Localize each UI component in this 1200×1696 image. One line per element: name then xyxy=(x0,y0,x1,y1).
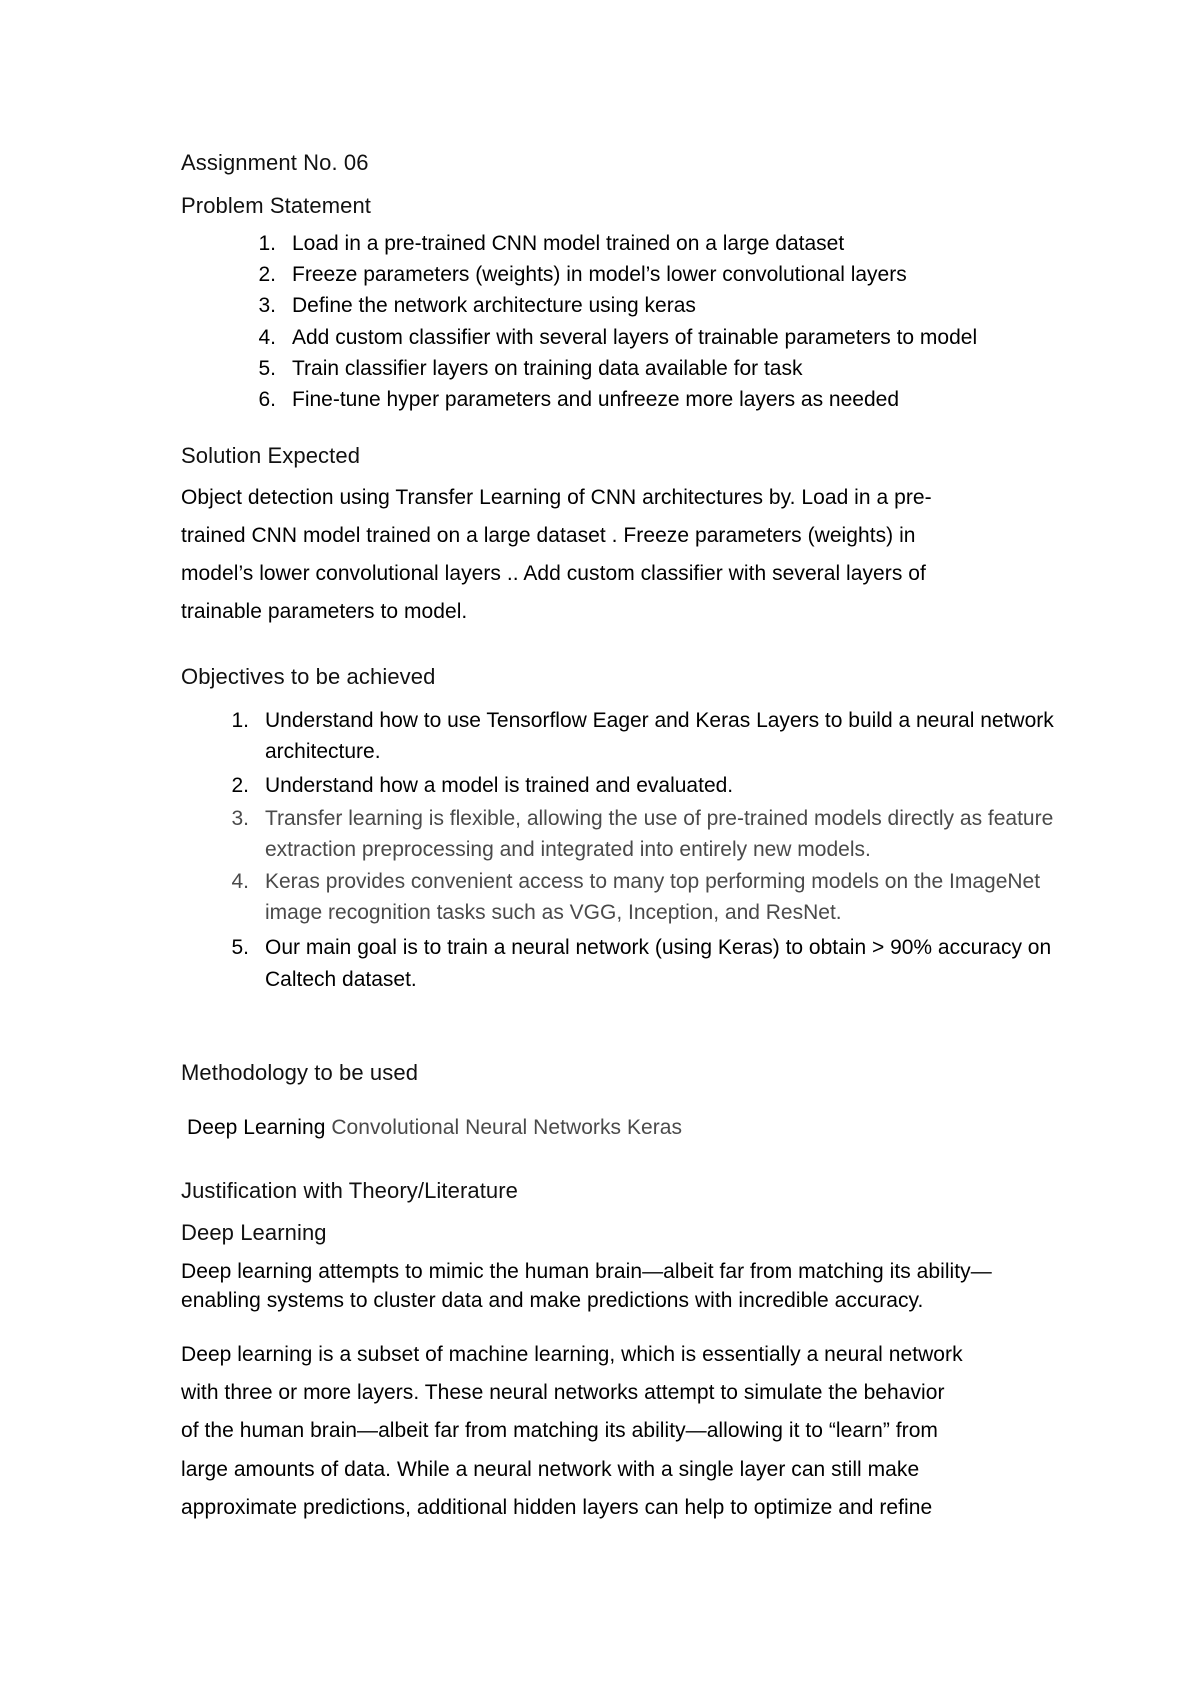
list-item: Define the network architecture using keras xyxy=(292,294,696,317)
objective-line: architecture. xyxy=(265,740,381,763)
objective-number: 5. xyxy=(231,936,249,959)
objectives-heading: Objectives to be achieved xyxy=(181,664,436,689)
solution-line: Object detection using Transfer Learning of CNN architectures by. Load in a pre- xyxy=(181,486,932,509)
objective-number: 4. xyxy=(231,870,249,893)
objective-line: Caltech dataset. xyxy=(265,968,417,991)
solution-heading: Solution Expected xyxy=(181,443,361,468)
list-item: Fine-tune hyper parameters and unfreeze more layers as needed xyxy=(292,388,900,411)
paragraph-line: with three or more layers. These neural networks attempt to simulate the behavior xyxy=(181,1381,945,1404)
deep-learning-subheading: Deep Learning xyxy=(181,1220,327,1245)
methodology-secondary: Convolutional Neural Networks Keras xyxy=(331,1116,683,1139)
list-item-number: 4. xyxy=(258,326,276,349)
objective-number: 2. xyxy=(231,774,249,797)
list-item-number: 2. xyxy=(258,263,276,286)
justification-heading: Justification with Theory/Literature xyxy=(181,1178,519,1203)
list-item-number: 5. xyxy=(258,357,276,380)
methodology-primary: Deep Learning xyxy=(187,1116,326,1139)
problem-statement-heading: Problem Statement xyxy=(181,193,372,218)
objective-number: 3. xyxy=(231,807,249,830)
list-item-number: 1. xyxy=(258,232,276,255)
solution-line: model’s lower convolutional layers .. Add custom classifier with several layers of xyxy=(181,562,926,585)
list-item-number: 6. xyxy=(258,388,276,411)
list-item: Train classifier layers on training data available for task xyxy=(292,357,803,380)
objective-line: Transfer learning is flexible, allowing the use of pre-trained models directly as feature xyxy=(265,807,1054,830)
methodology-line xyxy=(187,1116,682,1140)
paragraph-line: Deep learning attempts to mimic the human brain—albeit far from matching its ability— xyxy=(181,1260,992,1283)
objective-line: image recognition tasks such as VGG, Inception, and ResNet. xyxy=(265,901,842,924)
paragraph-line: Deep learning is a subset of machine learning, which is essentially a neural network xyxy=(181,1343,963,1366)
paragraph-line: large amounts of data. While a neural network with a single layer can still make xyxy=(181,1458,920,1481)
solution-line: trained CNN model trained on a large dataset . Freeze parameters (weights) in xyxy=(181,524,916,547)
objective-line: Understand how to use Tensorflow Eager and Keras Layers to build a neural network xyxy=(265,709,1054,732)
paragraph-line: of the human brain—albeit far from matching its ability—allowing it to “learn” from xyxy=(181,1419,938,1442)
assignment-title: Assignment No. 06 xyxy=(181,150,369,175)
list-item: Load in a pre-trained CNN model trained on a large dataset xyxy=(292,232,845,255)
objective-line: Keras provides convenient access to many top performing models on the ImageNet xyxy=(265,870,1041,893)
list-item-number: 3. xyxy=(258,294,276,317)
methodology-heading: Methodology to be used xyxy=(181,1060,419,1085)
objective-number: 1. xyxy=(231,709,249,732)
paragraph-line: enabling systems to cluster data and make predictions with incredible accuracy. xyxy=(181,1289,924,1312)
paragraph-line: approximate predictions, additional hidden layers can help to optimize and refine xyxy=(181,1496,933,1519)
objective-line: Understand how a model is trained and evaluated. xyxy=(265,774,734,797)
objective-line: Our main goal is to train a neural network (using Keras) to obtain > 90% accuracy on xyxy=(265,936,1052,959)
list-item: Add custom classifier with several layers of trainable parameters to model xyxy=(292,326,978,349)
objective-line: extraction preprocessing and integrated into entirely new models. xyxy=(265,838,871,861)
solution-line: trainable parameters to model. xyxy=(181,600,468,623)
list-item: Freeze parameters (weights) in model’s lower convolutional layers xyxy=(292,263,907,286)
